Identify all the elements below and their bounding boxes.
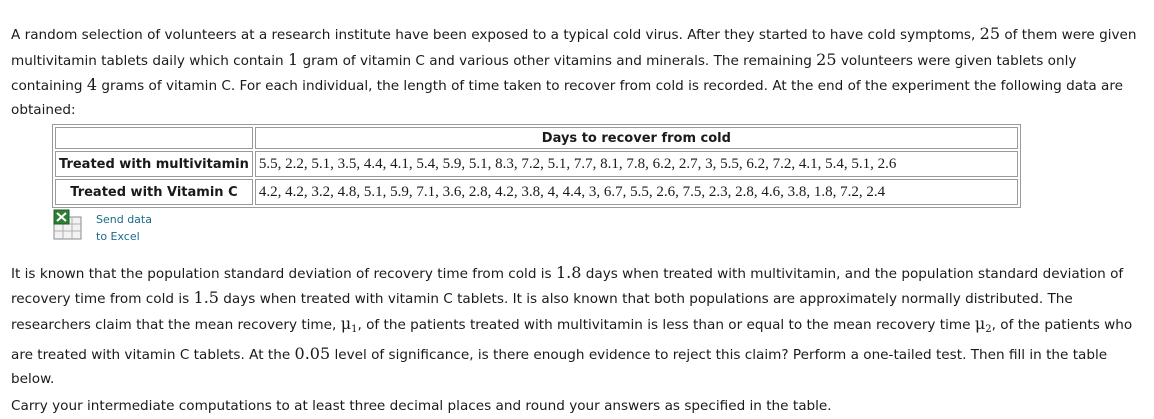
- table-header-row: [55, 127, 1018, 149]
- claim-text-6: level of significance, is there enough evidence to reject this claim? Perform a one-tailed test. Then fill in the table below.: [11, 346, 1108, 388]
- sd-multivitamin: 1.8: [555, 263, 582, 282]
- intro-grams-2: 4: [86, 75, 97, 94]
- send-to-excel-label[interactable]: [96, 211, 176, 245]
- intro-text-1: A random selection of volunteers at a research institute have been exposed to a typical cold virus. After they started to have cold symptoms,: [11, 27, 976, 43]
- intro-text-3: gram of vitamin C and various other vitamins and minerals. The remaining: [302, 52, 812, 69]
- mu-symbol: μ: [340, 313, 352, 333]
- intro-text-5: grams of vitamin C. For each individual, the length of time taken to recover from cold is recorded. At the end of the experiment the following data are obtained:: [11, 78, 1124, 118]
- claim-text-1: It is known that the population standard deviation of recovery time from cold is: [11, 266, 552, 282]
- claim-text-4: , of the patients treated with multivitamin is less than or equal to the mean recovery time: [357, 316, 971, 333]
- claim-text-5: , of the patients who are treated with vitamin C tablets. At the: [11, 316, 1133, 363]
- mu-symbol: μ: [974, 313, 986, 333]
- intro-text-4: volunteers were given tablets only containing: [11, 52, 1077, 94]
- table-row: [55, 179, 1018, 205]
- row-values-vitamin-c: 4.2, 4.2, 3.2, 4.8, 5.1, 5.9, 7.1, 3.6, 2.8, 4.2, 3.8, 4, 4.4, 3, 6.7, 5.5, 2.6, 7.5, 2.3, 2.8, 4.6, 3.8, 1.8, 7.2, 2.4: [255, 179, 1018, 205]
- excel-label-line-1: Send data: [96, 213, 152, 226]
- significance-level: 0.05: [294, 343, 331, 363]
- intro-paragraph: [11, 22, 1145, 122]
- send-to-excel-button[interactable]: [53, 209, 183, 243]
- row-values-multivitamin: 5.5, 2.2, 5.1, 3.5, 4.4, 4.1, 5.4, 5.9, 5.1, 8.3, 7.2, 5.1, 7.7, 8.1, 7.8, 6.2, 2.7, 3, 5.5, 6.2, 7.2, 4.1, 5.4, 5.1, 2.6: [255, 151, 1018, 177]
- table-row: [55, 151, 1018, 177]
- row-label-multivitamin: Treated with multivitamin: [55, 151, 253, 177]
- recovery-data-table: [52, 124, 1021, 208]
- mu-subscript-2: 2: [985, 323, 992, 335]
- sd-vitamin-c: 1.5: [193, 288, 219, 308]
- instructions-footer: Carry your intermediate computations to at least three decimal places and round your answers as specified in the table.: [11, 398, 832, 414]
- mu-1: [341, 314, 358, 333]
- intro-text-2: of them were given multivitamin tablets daily which contain: [11, 27, 1137, 69]
- intro-grams-1: 1: [287, 49, 299, 69]
- claim-text-3: days when treated with vitamin C tablets. It is also known that both populations are approximately normally distributed. The researchers claim that the mean recovery time,: [11, 291, 1073, 333]
- excel-label-line-2: to Excel: [96, 230, 140, 243]
- claim-paragraph: [11, 261, 1145, 391]
- row-label-vitamin-c: Treated with Vitamin C: [55, 179, 253, 205]
- table-corner-cell: [55, 127, 253, 149]
- mu-subscript-1: 1: [351, 323, 358, 335]
- intro-count-2: 25: [816, 49, 837, 69]
- claim-text-2: days when treated with multivitamin, and the population standard deviation of recovery time from cold is: [11, 266, 1124, 308]
- mu-2: [975, 314, 992, 333]
- excel-icon: [53, 209, 83, 240]
- table-header: Days to recover from cold: [255, 127, 1018, 149]
- intro-count-1: 25: [979, 24, 1001, 43]
